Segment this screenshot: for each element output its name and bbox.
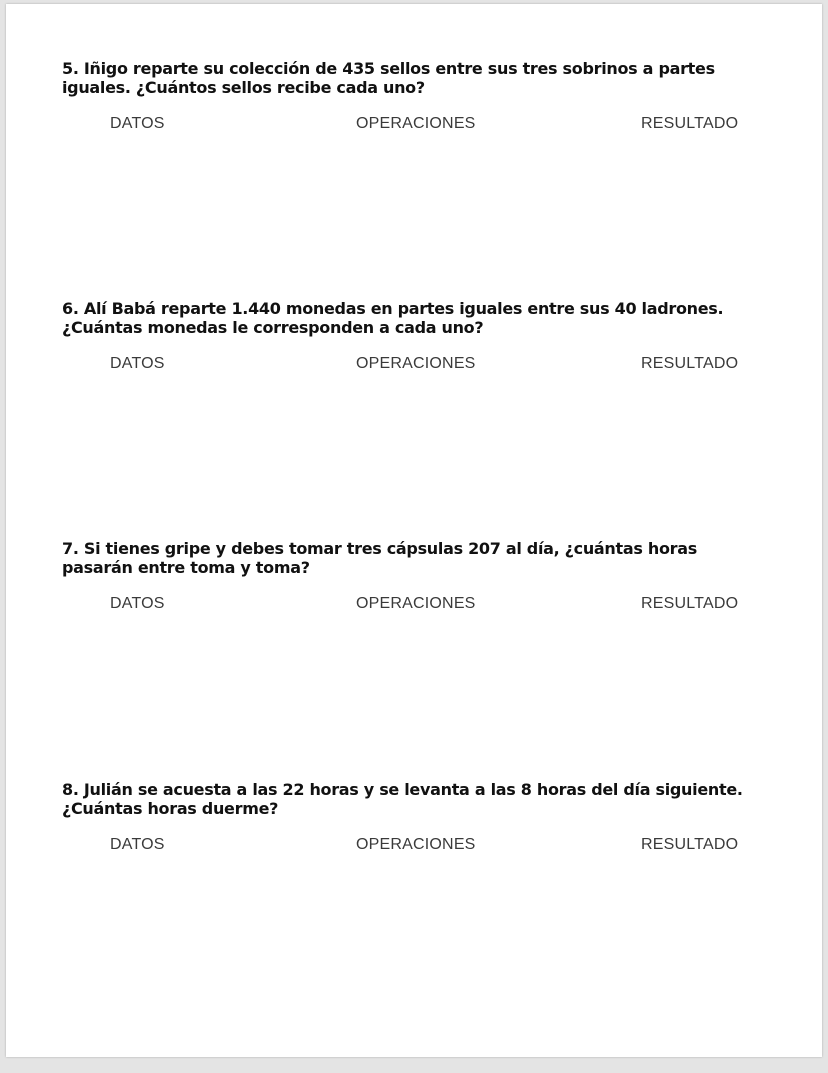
datos-label: DATOS [110, 115, 165, 132]
worksheet-page [6, 4, 822, 1057]
question-line-1: 8. Julián se acuesta a las 22 horas y se levanta a las 8 horas del día siguiente. [62, 780, 743, 799]
operaciones-label: OPERACIONES [356, 115, 476, 132]
problem-8 [62, 780, 762, 856]
problem-question [62, 780, 762, 818]
operaciones-label: OPERACIONES [356, 355, 476, 372]
question-line-1: 6. Alí Babá reparte 1.440 monedas en partes iguales entre sus 40 ladrones. [62, 299, 724, 318]
operaciones-label: OPERACIONES [356, 836, 476, 853]
datos-label: DATOS [110, 595, 165, 612]
problem-5 [62, 59, 762, 135]
problem-6 [62, 299, 762, 375]
problem-question [62, 59, 762, 97]
resultado-label: RESULTADO [641, 115, 739, 132]
resultado-label: RESULTADO [641, 595, 739, 612]
answer-columns [62, 355, 762, 375]
datos-label: DATOS [110, 836, 165, 853]
question-line-2: ¿Cuántas monedas le corresponden a cada uno? [62, 318, 484, 337]
problem-7 [62, 539, 762, 615]
question-line-2: iguales. ¿Cuántos sellos recibe cada uno? [62, 78, 425, 97]
operaciones-label: OPERACIONES [356, 595, 476, 612]
resultado-label: RESULTADO [641, 355, 739, 372]
question-line-2: ¿Cuántas horas duerme? [62, 799, 279, 818]
resultado-label: RESULTADO [641, 836, 739, 853]
question-line-1: 5. Iñigo reparte su colección de 435 sellos entre sus tres sobrinos a partes [62, 59, 715, 78]
answer-columns [62, 836, 762, 856]
answer-columns [62, 595, 762, 615]
datos-label: DATOS [110, 355, 165, 372]
problem-question [62, 539, 762, 577]
question-line-1: 7. Si tienes gripe y debes tomar tres cápsulas 207 al día, ¿cuántas horas [62, 539, 697, 558]
answer-columns [62, 115, 762, 135]
problem-question [62, 299, 762, 337]
question-line-2: pasarán entre toma y toma? [62, 558, 310, 577]
